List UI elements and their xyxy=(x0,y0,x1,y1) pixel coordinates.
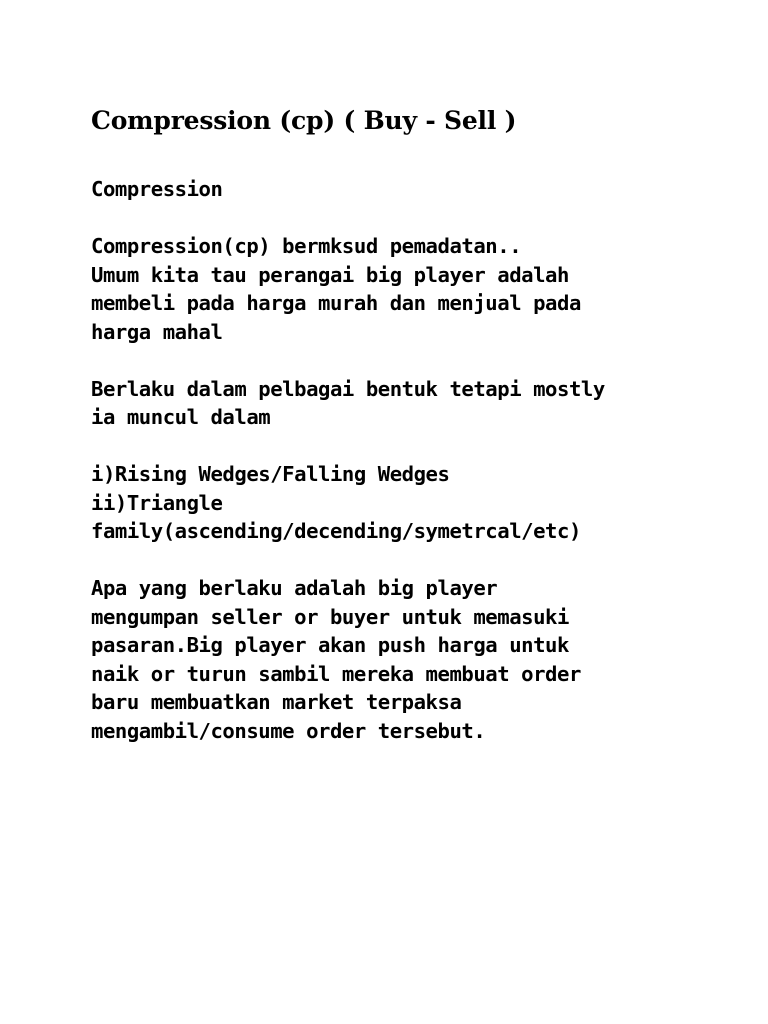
paragraph-explanation xyxy=(91,574,751,745)
document-body xyxy=(91,175,751,745)
list-item: ii)Triangle xyxy=(91,490,223,515)
document-title: Compression (cp) ( Buy - Sell ) xyxy=(91,106,517,135)
list-item: family(ascending/decending/symetrcal/etc) xyxy=(91,519,581,543)
list-item: i)Rising Wedges/Falling Wedges xyxy=(91,462,450,486)
text-line: Berlaku dalam pelbagai bentuk tetapi mostly xyxy=(91,376,605,401)
text-line: pasaran.Big player akan push harga untuk xyxy=(91,633,569,657)
paragraph-pattern-list xyxy=(91,460,751,546)
text-line: harga mahal xyxy=(91,319,223,344)
paragraph-forms xyxy=(91,375,751,432)
text-line: Apa yang berlaku adalah big player xyxy=(91,576,498,600)
text-line: membeli pada harga murah dan menjual pada xyxy=(91,291,581,315)
text-line: baru membuatkan market terpaksa xyxy=(91,690,462,714)
text-line: Compression(cp) bermksud pemadatan.. xyxy=(91,234,522,258)
text-line: mengambil/consume order tersebut. xyxy=(91,718,486,743)
text-line: Umum kita tau perangai big player adalah xyxy=(91,262,569,287)
text-line: ia muncul dalam xyxy=(91,405,271,429)
text-line: mengumpan seller or buyer untuk memasuki xyxy=(91,604,569,629)
text-line: naik or turun sambil mereka membuat order xyxy=(91,661,581,686)
section-heading: Compression xyxy=(91,177,223,201)
paragraph-definition xyxy=(91,232,751,346)
document-page xyxy=(91,104,751,774)
